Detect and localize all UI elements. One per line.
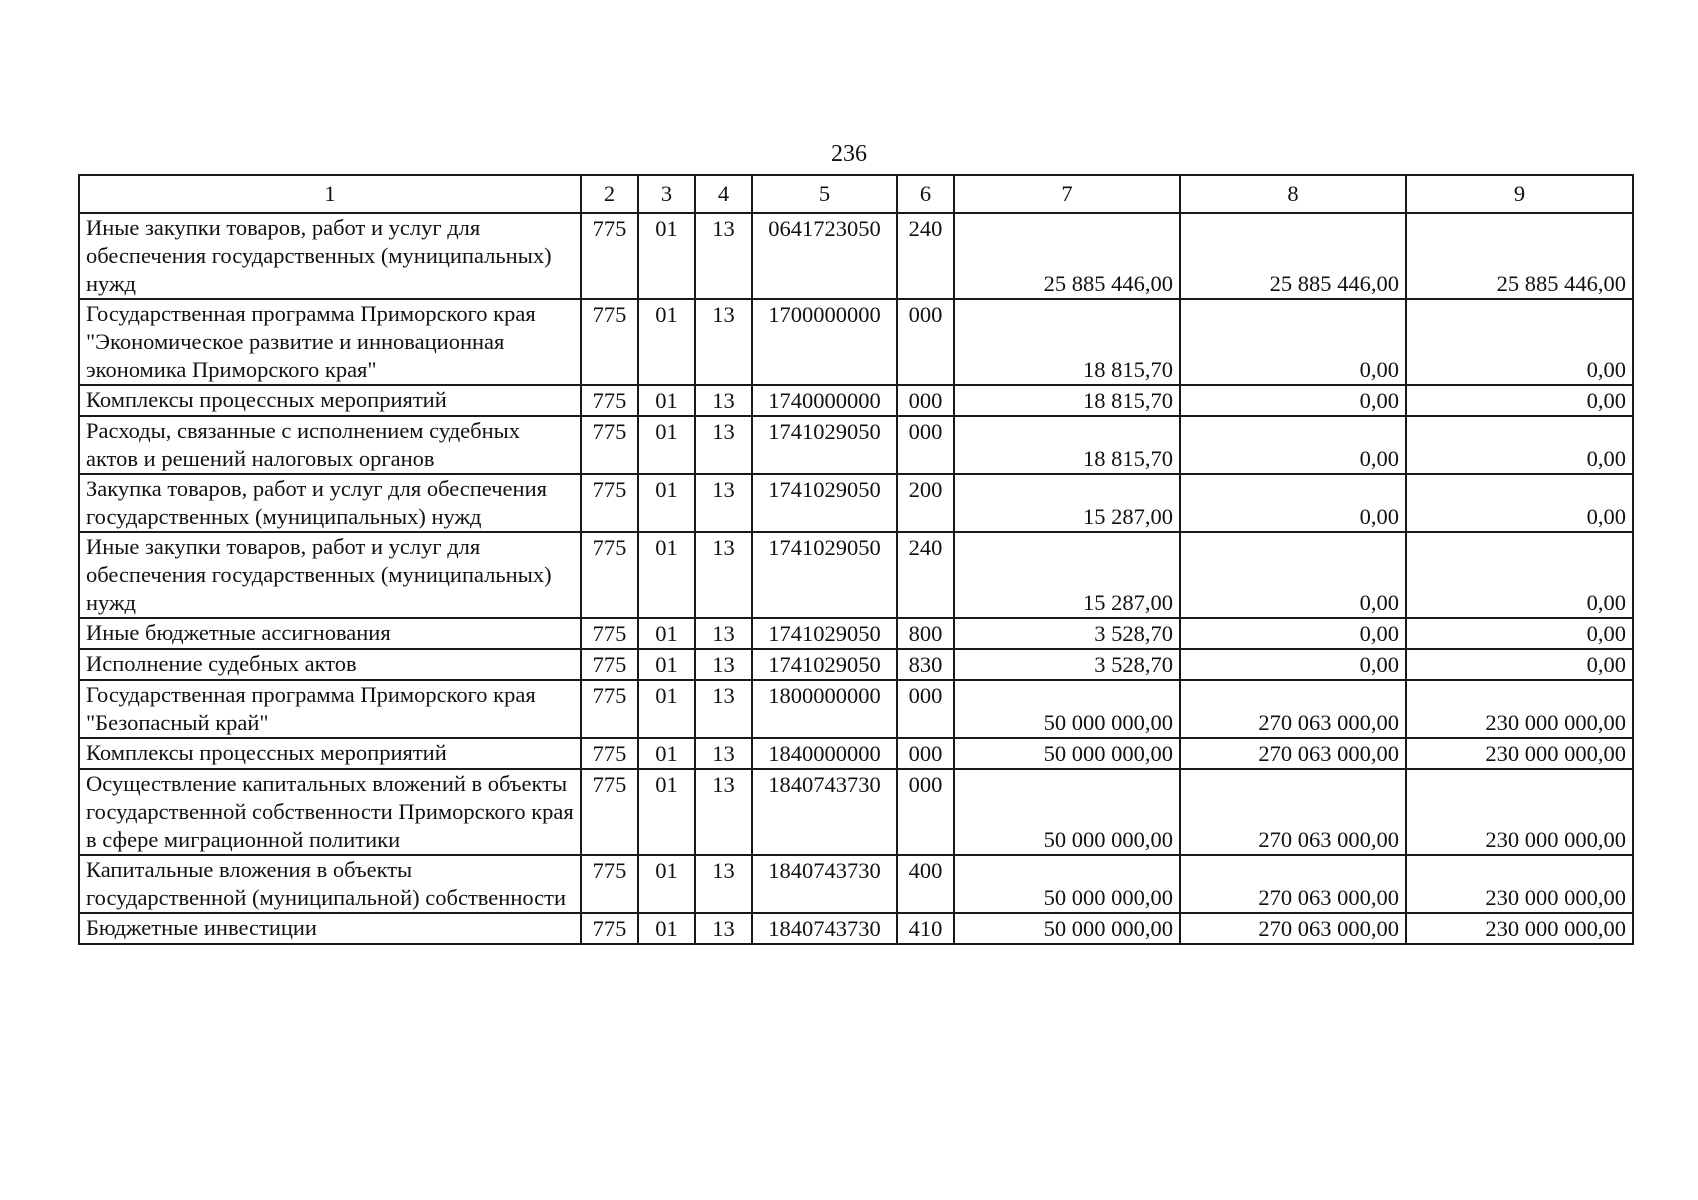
column-number: 4	[695, 175, 752, 213]
section-code: 01	[638, 618, 695, 649]
expense-name: Иные бюджетные ассигнования	[79, 618, 581, 649]
table-row	[79, 769, 1633, 855]
subsection-code: 13	[695, 416, 752, 474]
amount-col-9: 230 000 000,00	[1406, 680, 1633, 738]
section-code: 01	[638, 855, 695, 913]
expense-type-code: 800	[897, 618, 954, 649]
table-row	[79, 213, 1633, 299]
amount-col-8: 25 885 446,00	[1180, 213, 1406, 299]
amount-col-8: 270 063 000,00	[1180, 769, 1406, 855]
amount-col-8: 0,00	[1180, 474, 1406, 532]
expense-type-code: 240	[897, 532, 954, 618]
table-row	[79, 855, 1633, 913]
amount-col-7: 3 528,70	[954, 618, 1180, 649]
amount-col-9: 0,00	[1406, 416, 1633, 474]
ministry-code: 775	[581, 738, 638, 769]
expense-type-code: 830	[897, 649, 954, 680]
expense-name: Закупка товаров, работ и услуг для обеспечения государственных (муниципальных) нужд	[79, 474, 581, 532]
target-article-code: 1741029050	[752, 532, 897, 618]
amount-col-7: 18 815,70	[954, 299, 1180, 385]
ministry-code: 775	[581, 855, 638, 913]
amount-col-7: 50 000 000,00	[954, 738, 1180, 769]
table-row	[79, 738, 1633, 769]
expense-name: Комплексы процессных мероприятий	[79, 738, 581, 769]
amount-col-9: 25 885 446,00	[1406, 213, 1633, 299]
amount-col-7: 50 000 000,00	[954, 913, 1180, 944]
subsection-code: 13	[695, 532, 752, 618]
table-row	[79, 385, 1633, 416]
subsection-code: 13	[695, 913, 752, 944]
column-number: 9	[1406, 175, 1633, 213]
subsection-code: 13	[695, 680, 752, 738]
subsection-code: 13	[695, 769, 752, 855]
target-article-code: 1840743730	[752, 769, 897, 855]
amount-col-7: 50 000 000,00	[954, 680, 1180, 738]
amount-col-8: 0,00	[1180, 299, 1406, 385]
expense-type-code: 000	[897, 738, 954, 769]
table-body	[79, 213, 1633, 944]
column-number: 7	[954, 175, 1180, 213]
amount-col-8: 270 063 000,00	[1180, 680, 1406, 738]
column-number: 1	[79, 175, 581, 213]
target-article-code: 1741029050	[752, 649, 897, 680]
table-row	[79, 913, 1633, 944]
amount-col-9: 0,00	[1406, 385, 1633, 416]
expense-name: Капитальные вложения в объекты государственной (муниципальной) собственности	[79, 855, 581, 913]
expense-type-code: 000	[897, 385, 954, 416]
subsection-code: 13	[695, 385, 752, 416]
column-number: 3	[638, 175, 695, 213]
amount-col-9: 0,00	[1406, 618, 1633, 649]
amount-col-8: 270 063 000,00	[1180, 738, 1406, 769]
expense-type-code: 400	[897, 855, 954, 913]
table-row	[79, 680, 1633, 738]
expense-name: Иные закупки товаров, работ и услуг для обеспечения государственных (муниципальных) нужд	[79, 213, 581, 299]
section-code: 01	[638, 385, 695, 416]
section-code: 01	[638, 213, 695, 299]
section-code: 01	[638, 738, 695, 769]
expense-name: Иные закупки товаров, работ и услуг для обеспечения государственных (муниципальных) нужд	[79, 532, 581, 618]
budget-table	[78, 174, 1634, 945]
expense-name: Исполнение судебных актов	[79, 649, 581, 680]
expense-name: Государственная программа Приморского края "Экономическое развитие и инновационная экономика Приморского края"	[79, 299, 581, 385]
expense-type-code: 410	[897, 913, 954, 944]
expense-type-code: 000	[897, 769, 954, 855]
amount-col-7: 50 000 000,00	[954, 769, 1180, 855]
section-code: 01	[638, 532, 695, 618]
section-code: 01	[638, 913, 695, 944]
table-row	[79, 649, 1633, 680]
expense-name: Расходы, связанные с исполнением судебных актов и решений налоговых органов	[79, 416, 581, 474]
subsection-code: 13	[695, 474, 752, 532]
target-article-code: 1840000000	[752, 738, 897, 769]
subsection-code: 13	[695, 213, 752, 299]
target-article-code: 1700000000	[752, 299, 897, 385]
amount-col-9: 230 000 000,00	[1406, 913, 1633, 944]
ministry-code: 775	[581, 532, 638, 618]
table-row	[79, 532, 1633, 618]
section-code: 01	[638, 416, 695, 474]
column-number: 5	[752, 175, 897, 213]
amount-col-8: 0,00	[1180, 385, 1406, 416]
table-row	[79, 416, 1633, 474]
ministry-code: 775	[581, 913, 638, 944]
page-number: 236	[831, 141, 867, 167]
target-article-code: 1741029050	[752, 474, 897, 532]
target-article-code: 1840743730	[752, 855, 897, 913]
subsection-code: 13	[695, 618, 752, 649]
amount-col-8: 270 063 000,00	[1180, 855, 1406, 913]
ministry-code: 775	[581, 416, 638, 474]
target-article-code: 1800000000	[752, 680, 897, 738]
column-number: 2	[581, 175, 638, 213]
section-code: 01	[638, 769, 695, 855]
section-code: 01	[638, 474, 695, 532]
section-code: 01	[638, 680, 695, 738]
table-row	[79, 299, 1633, 385]
amount-col-9: 230 000 000,00	[1406, 855, 1633, 913]
amount-col-9: 0,00	[1406, 532, 1633, 618]
amount-col-8: 270 063 000,00	[1180, 913, 1406, 944]
ministry-code: 775	[581, 680, 638, 738]
ministry-code: 775	[581, 474, 638, 532]
target-article-code: 1840743730	[752, 913, 897, 944]
subsection-code: 13	[695, 649, 752, 680]
subsection-code: 13	[695, 299, 752, 385]
table-row	[79, 474, 1633, 532]
expense-name: Комплексы процессных мероприятий	[79, 385, 581, 416]
amount-col-8: 0,00	[1180, 532, 1406, 618]
expense-type-code: 240	[897, 213, 954, 299]
target-article-code: 1740000000	[752, 385, 897, 416]
expense-type-code: 000	[897, 680, 954, 738]
amount-col-8: 0,00	[1180, 416, 1406, 474]
amount-col-7: 25 885 446,00	[954, 213, 1180, 299]
amount-col-7: 15 287,00	[954, 532, 1180, 618]
ministry-code: 775	[581, 618, 638, 649]
amount-col-7: 3 528,70	[954, 649, 1180, 680]
subsection-code: 13	[695, 855, 752, 913]
table-row	[79, 618, 1633, 649]
column-number-row	[79, 175, 1633, 213]
ministry-code: 775	[581, 769, 638, 855]
section-code: 01	[638, 299, 695, 385]
expense-type-code: 200	[897, 474, 954, 532]
column-number: 6	[897, 175, 954, 213]
expense-type-code: 000	[897, 299, 954, 385]
ministry-code: 775	[581, 299, 638, 385]
amount-col-8: 0,00	[1180, 618, 1406, 649]
column-number: 8	[1180, 175, 1406, 213]
amount-col-9: 230 000 000,00	[1406, 738, 1633, 769]
ministry-code: 775	[581, 649, 638, 680]
section-code: 01	[638, 649, 695, 680]
ministry-code: 775	[581, 385, 638, 416]
amount-col-7: 18 815,70	[954, 385, 1180, 416]
amount-col-9: 230 000 000,00	[1406, 769, 1633, 855]
target-article-code: 1741029050	[752, 618, 897, 649]
target-article-code: 0641723050	[752, 213, 897, 299]
subsection-code: 13	[695, 738, 752, 769]
amount-col-7: 18 815,70	[954, 416, 1180, 474]
amount-col-9: 0,00	[1406, 474, 1633, 532]
amount-col-9: 0,00	[1406, 649, 1633, 680]
amount-col-7: 15 287,00	[954, 474, 1180, 532]
expense-type-code: 000	[897, 416, 954, 474]
amount-col-9: 0,00	[1406, 299, 1633, 385]
expense-name: Государственная программа Приморского края "Безопасный край"	[79, 680, 581, 738]
target-article-code: 1741029050	[752, 416, 897, 474]
expense-name: Осуществление капитальных вложений в объекты государственной собственности Приморского края в сфере миграционной политики	[79, 769, 581, 855]
amount-col-7: 50 000 000,00	[954, 855, 1180, 913]
amount-col-8: 0,00	[1180, 649, 1406, 680]
expense-name: Бюджетные инвестиции	[79, 913, 581, 944]
ministry-code: 775	[581, 213, 638, 299]
